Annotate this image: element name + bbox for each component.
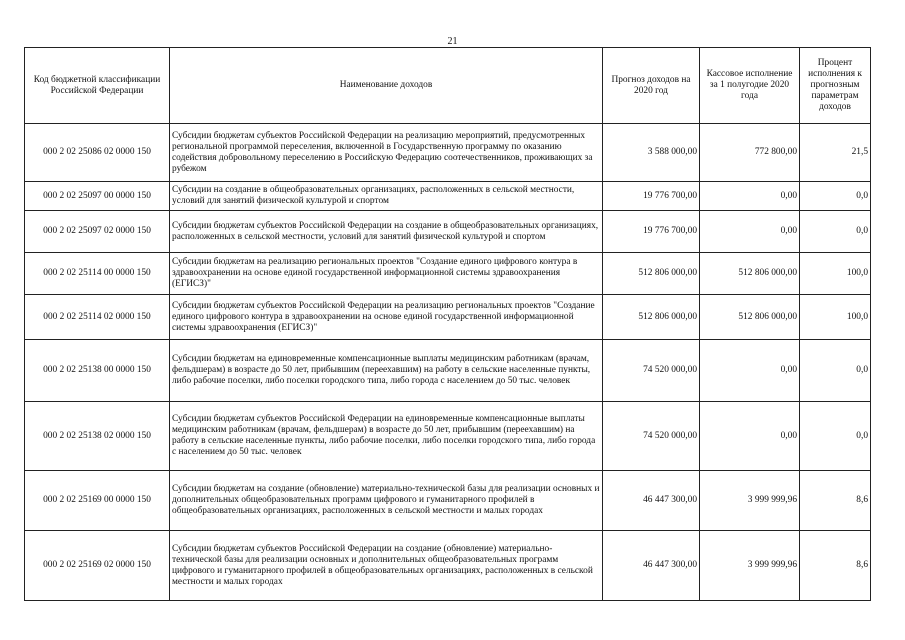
table-body bbox=[25, 124, 871, 601]
row-forecast: 19 776 700,00 bbox=[603, 211, 700, 253]
row-code: 000 2 02 25086 02 0000 150 bbox=[25, 124, 170, 182]
header-name: Наименование доходов bbox=[170, 48, 603, 124]
row-code: 000 2 02 25169 02 0000 150 bbox=[25, 531, 170, 601]
row-name: Субсидии бюджетам субъектов Российской Федерации на реализацию региональных проектов "Создание единого цифрового контура в здравоохранении на основе единой государственной информационной системы здравоохранения (ЕГИСЗ)" bbox=[170, 295, 603, 340]
row-forecast: 74 520 000,00 bbox=[603, 340, 700, 402]
row-cash: 3 999 999,96 bbox=[700, 471, 800, 531]
row-forecast: 512 806 000,00 bbox=[603, 295, 700, 340]
row-percent: 21,5 bbox=[800, 124, 871, 182]
row-name: Субсидии бюджетам на создание (обновление) материально-технической базы для реализации основных и дополнительных общеобразовательных программ цифрового и гуманитарного профилей в общеобразовательных организациях, расположенных в сельской местности и малых городах bbox=[170, 471, 603, 531]
row-cash: 0,00 bbox=[700, 340, 800, 402]
row-percent: 100,0 bbox=[800, 295, 871, 340]
row-code: 000 2 02 25138 02 0000 150 bbox=[25, 402, 170, 471]
row-percent: 0,0 bbox=[800, 402, 871, 471]
row-code: 000 2 02 25138 00 0000 150 bbox=[25, 340, 170, 402]
row-percent: 100,0 bbox=[800, 253, 871, 295]
table-row bbox=[25, 124, 871, 182]
row-forecast: 46 447 300,00 bbox=[603, 531, 700, 601]
table-row bbox=[25, 211, 871, 253]
page-number: 21 bbox=[447, 36, 458, 47]
table-row bbox=[25, 295, 871, 340]
header-percent: Процент исполнения к прогнозным параметрам доходов bbox=[800, 48, 871, 124]
row-forecast: 19 776 700,00 bbox=[603, 182, 700, 211]
row-code: 000 2 02 25114 02 0000 150 bbox=[25, 295, 170, 340]
row-percent: 8,6 bbox=[800, 471, 871, 531]
row-forecast: 3 588 000,00 bbox=[603, 124, 700, 182]
row-code: 000 2 02 25097 02 0000 150 bbox=[25, 211, 170, 253]
row-cash: 0,00 bbox=[700, 182, 800, 211]
row-percent: 0,0 bbox=[800, 340, 871, 402]
row-percent: 8,6 bbox=[800, 531, 871, 601]
table-row bbox=[25, 471, 871, 531]
row-cash: 0,00 bbox=[700, 402, 800, 471]
row-cash: 3 999 999,96 bbox=[700, 531, 800, 601]
budget-revenue-table bbox=[24, 47, 871, 601]
row-name: Субсидии бюджетам на реализацию региональных проектов "Создание единого цифрового контура в здравоохранении на основе единой государственной информационной системы здравоохранения (ЕГИСЗ)" bbox=[170, 253, 603, 295]
row-cash: 0,00 bbox=[700, 211, 800, 253]
row-cash: 512 806 000,00 bbox=[700, 253, 800, 295]
row-cash: 512 806 000,00 bbox=[700, 295, 800, 340]
row-forecast: 46 447 300,00 bbox=[603, 471, 700, 531]
row-percent: 0,0 bbox=[800, 211, 871, 253]
row-cash: 772 800,00 bbox=[700, 124, 800, 182]
header-forecast: Прогноз доходов на 2020 год bbox=[603, 48, 700, 124]
row-forecast: 74 520 000,00 bbox=[603, 402, 700, 471]
row-code: 000 2 02 25097 00 0000 150 bbox=[25, 182, 170, 211]
table-row bbox=[25, 253, 871, 295]
header-code: Код бюджетной классификации Российской Федерации bbox=[25, 48, 170, 124]
row-percent: 0,0 bbox=[800, 182, 871, 211]
row-name: Субсидии на создание в общеобразовательных организациях, расположенных в сельской местности, условий для занятий физической культурой и спортом bbox=[170, 182, 603, 211]
row-name: Субсидии бюджетам субъектов Российской Федерации на создание (обновление) материально-технической базы для реализации основных и дополнительных общеобразовательных программ цифрового и гуманитарного профилей в общеобразовательных организациях, расположенных в сельской местности и малых городах bbox=[170, 531, 603, 601]
row-name: Субсидии бюджетам субъектов Российской Федерации на реализацию мероприятий, предусмотренных региональной программой переселения, включенной в Государственную программу по оказанию содействия добровольному переселению в Российскую Федерацию соотечественников, проживающих за рубежом bbox=[170, 124, 603, 182]
table-row bbox=[25, 531, 871, 601]
table-row bbox=[25, 340, 871, 402]
row-name: Субсидии бюджетам на единовременные компенсационные выплаты медицинским работникам (врачам, фельдшерам) в возрасте до 50 лет, прибывшим (переехавшим) на работу в сельские населенные пункты, либо рабочие поселки, либо поселки городского типа, либо города с населением до 50 тыс. человек bbox=[170, 340, 603, 402]
table-row bbox=[25, 402, 871, 471]
row-name: Субсидии бюджетам субъектов Российской Федерации на единовременные компенсационные выплаты медицинским работникам (врачам, фельдшерам) в возрасте до 50 лет, прибывшим (переехавшим) на работу в сельские населенные пункты, либо рабочие поселки, либо поселки городского типа, либо города с населением до 50 тыс. человек bbox=[170, 402, 603, 471]
row-forecast: 512 806 000,00 bbox=[603, 253, 700, 295]
table-row bbox=[25, 182, 871, 211]
row-code: 000 2 02 25169 00 0000 150 bbox=[25, 471, 170, 531]
row-name: Субсидии бюджетам субъектов Российской Федерации на создание в общеобразовательных организациях, расположенных в сельской местности, условий для занятий физической культурой и спортом bbox=[170, 211, 603, 253]
header-cash: Кассовое исполнение за 1 полугодие 2020 года bbox=[700, 48, 800, 124]
row-code: 000 2 02 25114 00 0000 150 bbox=[25, 253, 170, 295]
table-header bbox=[25, 48, 871, 124]
header-row bbox=[25, 48, 871, 124]
